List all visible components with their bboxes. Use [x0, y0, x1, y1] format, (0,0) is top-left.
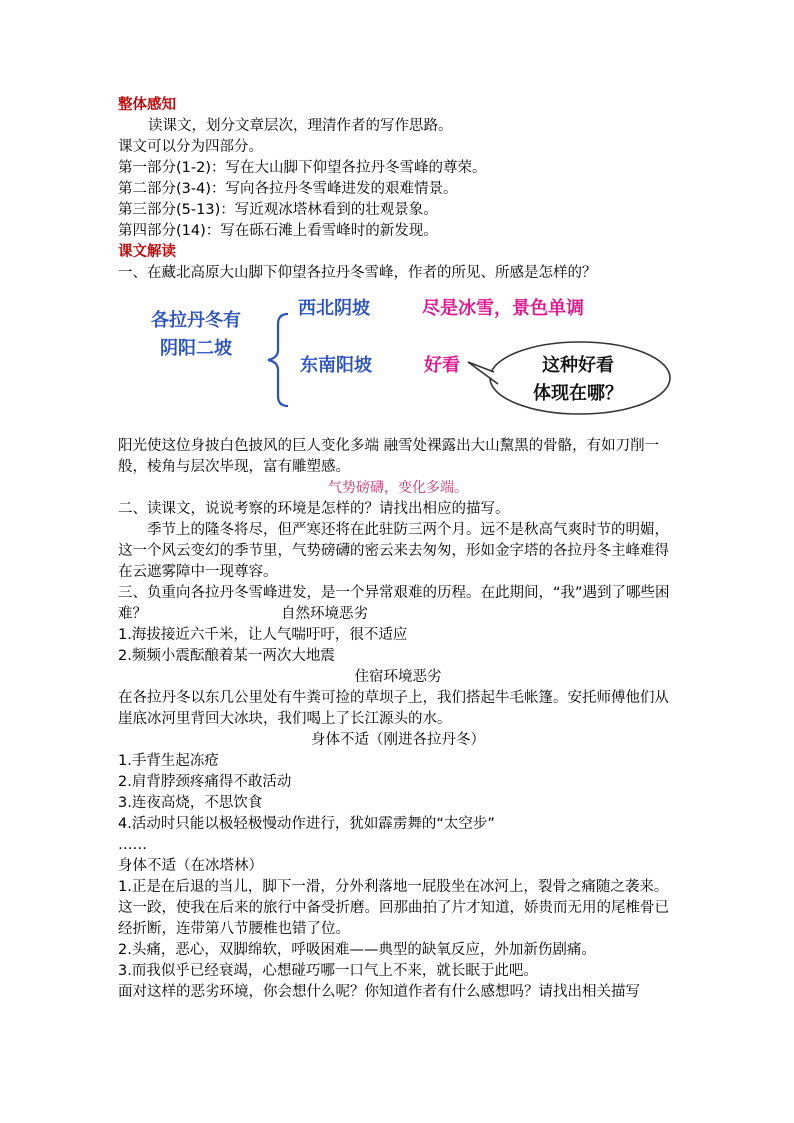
body-heading-1: 身体不适（刚进各拉丹冬） [311, 732, 485, 748]
slope-diagram-svg [118, 292, 678, 430]
list-item: 1.手背生起冻疮 [118, 753, 219, 769]
list-item: 1.海拔接近六千米，让人气喘吁吁，很不适应 [118, 627, 408, 643]
list-item: 4.活动时只能以极轻极慢动作进行，犹如霹雳舞的“太空步” [118, 816, 495, 832]
bottom-slope-desc: 好看 [424, 355, 460, 376]
left-label-1: 各拉丹冬有 [151, 310, 241, 331]
paragraph-season: 季节上的隆冬将尽，但严寒还将在此驻防三两个月。远不是秋高气爽时节的明媚，这一个风云变幻的季节里，气势磅礴的密云来去匆匆，形如金字塔的各拉丹冬主峰难得在云遮雾障中一现尊容。 [118, 522, 669, 580]
section-heading-overview: 整体感知 [118, 97, 176, 113]
slope-diagram [118, 292, 678, 430]
living-heading: 住宿环境恶劣 [354, 669, 442, 685]
question-2: 二、读课文，说说考察的环境是怎样的？请找出相应的描写。 [118, 501, 510, 517]
overview-line: 第四部分(14)：写在砾石滩上看雪峰时的新发现。 [118, 223, 438, 239]
nature-heading: 自然环境恶劣 [281, 606, 368, 622]
paragraph-sunlight: 阳光使这位身披白色披风的巨人变化多端 融雪处裸露出大山黧黑的骨骼，有如刀削一般，棱角与层次毕现，富有雕塑感。 [118, 438, 660, 475]
overview-line: 读课文，划分文章层次，理清作者的写作思路。 [148, 118, 453, 134]
list-item: 1.正是在后退的当儿，脚下一滑，分外利落地一屁股坐在冰河上，裂骨之痛随之袭来。这一跤，使我在后来的旅行中备受折磨。回那曲拍了片才知道，娇贵而无用的尾椎骨已经折断，连带第八节腰椎也错了位。 [118, 879, 669, 937]
question-3-text: 三、负重向各拉丹冬雪峰进发，是一个异常艰难的历程。在此期间，“我”遇到了哪些困难？ [118, 585, 670, 622]
question-1: 一、在藏北高原大山脚下仰望各拉丹冬雪峰，作者的所见、所感是怎样的？ [118, 265, 597, 281]
bubble-line-1: 这种好看 [542, 355, 614, 376]
bracket [268, 314, 288, 406]
overview-line: 第三部分(5-13)：写近观冰塔林看到的壮观景象。 [118, 202, 438, 218]
living-paragraph: 在各拉丹冬以东几公里处有牛粪可捡的草坝子上，我们搭起牛毛帐篷。安托师傅他们从崖底冰河里背回大冰块，我们喝上了长江源头的水。 [118, 690, 669, 727]
overview-line: 第二部分(3-4)：写向各拉丹冬雪峰进发的艰难情景。 [118, 181, 458, 197]
question-3 [118, 583, 678, 625]
top-slope-desc: 尽是冰雪，景色单调 [422, 298, 584, 319]
overview-line: 第一部分(1-2)：写在大山脚下仰望各拉丹冬雪峰的尊荣。 [118, 160, 487, 176]
overview-line: 课文可以分为四部分。 [118, 139, 263, 155]
document-page [118, 95, 678, 1003]
list-item: 2.频频小震酝酿着某一两次大地震 [118, 648, 335, 664]
left-label-2: 阴阳二坡 [160, 338, 232, 359]
closing-question: 面对这样的恶劣环境，你会想什么呢？你知道作者有什么感想吗？请找出相关描写 [118, 984, 640, 1000]
top-slope-label: 西北阴坡 [298, 298, 370, 319]
bubble-line-2: 体现在哪？ [533, 383, 623, 404]
list-item: 3.连夜高烧，不思饮食 [118, 795, 263, 811]
bottom-slope-label: 东南阳坡 [300, 355, 372, 376]
section-heading-reading: 课文解读 [118, 244, 176, 260]
speech-bubble-tail [468, 362, 498, 384]
note-momentum: 气势磅礴，变化多端。 [328, 480, 468, 496]
list-item: 2.肩背脖颈疼痛得不敢活动 [118, 774, 292, 790]
body-heading-2: 身体不适（在冰塔林） [118, 858, 263, 874]
list-item: 2.头痛，恶心，双脚绵软，呼吸困难——典型的缺氧反应，外加新伤剧痛。 [118, 942, 596, 958]
ellipsis: …… [118, 837, 147, 853]
list-item: 3.而我似乎已经衰竭，心想碰巧哪一口气上不来，就长眠于此吧。 [118, 963, 538, 979]
